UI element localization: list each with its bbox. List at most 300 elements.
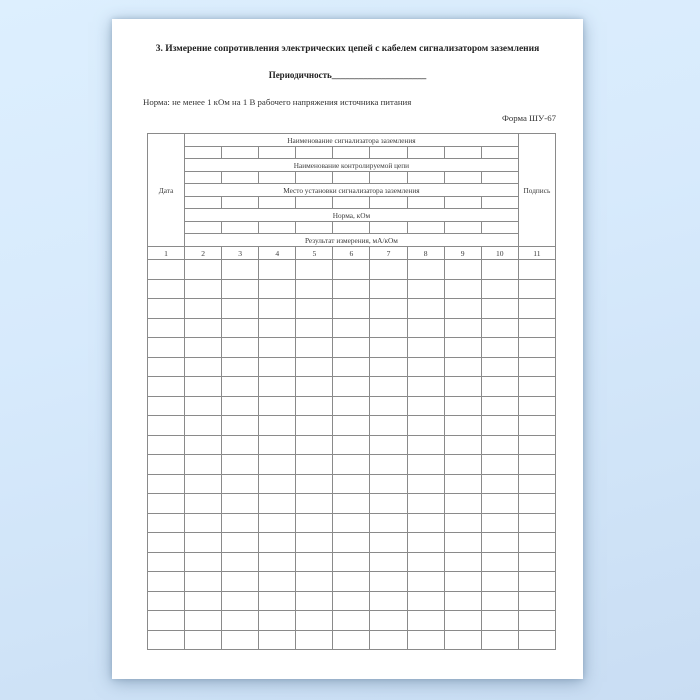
data-cell	[518, 455, 555, 475]
header-input-cell	[296, 172, 333, 184]
header-input-cell	[259, 147, 296, 159]
data-cell	[407, 416, 444, 436]
header-input-cell	[222, 172, 259, 184]
data-cell	[518, 357, 555, 377]
header-input-cell	[222, 222, 259, 234]
data-cell	[407, 318, 444, 338]
header-input-cell	[370, 147, 407, 159]
data-cell	[148, 474, 185, 494]
header-row	[148, 209, 556, 222]
data-cell	[296, 630, 333, 650]
table-row	[148, 416, 556, 436]
data-cell	[518, 299, 555, 319]
data-cell	[259, 513, 296, 533]
data-cell	[481, 318, 518, 338]
data-cell	[185, 572, 222, 592]
data-cell	[444, 416, 481, 436]
data-cell	[370, 299, 407, 319]
data-cell	[370, 552, 407, 572]
data-cell	[296, 552, 333, 572]
data-cell	[407, 260, 444, 280]
header-input-cell	[481, 222, 518, 234]
data-cell	[481, 299, 518, 319]
data-cell	[333, 435, 370, 455]
data-cell	[296, 260, 333, 280]
column-number-cell: 3	[222, 247, 259, 260]
table-row	[148, 572, 556, 592]
data-cell	[370, 494, 407, 514]
data-cell	[259, 455, 296, 475]
data-cell	[333, 260, 370, 280]
data-cell	[407, 396, 444, 416]
data-cell	[148, 260, 185, 280]
header-row	[148, 184, 556, 197]
header-input-cell	[333, 197, 370, 209]
column-number-cell: 8	[407, 247, 444, 260]
data-cell	[148, 318, 185, 338]
column-number-cell: 9	[444, 247, 481, 260]
header-input-cell	[481, 147, 518, 159]
section-label: Наименование контролируемой цепи	[185, 159, 519, 172]
data-cell	[296, 494, 333, 514]
data-cell	[518, 533, 555, 553]
table-body	[148, 260, 556, 650]
data-cell	[185, 552, 222, 572]
data-cell	[259, 552, 296, 572]
data-cell	[148, 377, 185, 397]
header-input-cell	[296, 222, 333, 234]
data-cell	[518, 318, 555, 338]
table-row	[148, 377, 556, 397]
data-cell	[444, 377, 481, 397]
data-cell	[370, 357, 407, 377]
data-cell	[444, 435, 481, 455]
periodicity-label: Периодичность	[268, 70, 332, 80]
data-cell	[370, 572, 407, 592]
data-cell	[370, 474, 407, 494]
data-cell	[444, 338, 481, 358]
table-row	[148, 474, 556, 494]
data-cell	[481, 474, 518, 494]
data-cell	[296, 572, 333, 592]
data-cell	[518, 377, 555, 397]
data-cell	[518, 611, 555, 631]
data-cell	[222, 611, 259, 631]
data-cell	[444, 533, 481, 553]
data-cell	[333, 611, 370, 631]
data-cell	[370, 377, 407, 397]
data-cell	[185, 318, 222, 338]
data-cell	[481, 455, 518, 475]
data-cell	[259, 494, 296, 514]
table-row	[148, 494, 556, 514]
data-cell	[185, 396, 222, 416]
table-row	[148, 611, 556, 631]
data-cell	[296, 318, 333, 338]
data-cell	[370, 455, 407, 475]
data-cell	[333, 474, 370, 494]
data-cell	[333, 416, 370, 436]
header-input-cell	[222, 197, 259, 209]
header-input-cell	[185, 197, 222, 209]
data-cell	[444, 260, 481, 280]
data-cell	[222, 552, 259, 572]
header-input-cell	[222, 147, 259, 159]
column-number-cell: 6	[333, 247, 370, 260]
header-input-cell	[296, 147, 333, 159]
data-cell	[148, 513, 185, 533]
data-cell	[222, 591, 259, 611]
data-cell	[481, 513, 518, 533]
data-cell	[296, 435, 333, 455]
data-cell	[407, 552, 444, 572]
header-input-cell	[370, 222, 407, 234]
date-column-header: Дата	[148, 134, 185, 247]
data-cell	[185, 416, 222, 436]
data-cell	[518, 474, 555, 494]
data-cell	[518, 630, 555, 650]
data-cell	[333, 552, 370, 572]
column-number-cell: 7	[370, 247, 407, 260]
data-cell	[518, 513, 555, 533]
header-input-cell	[259, 197, 296, 209]
table-row	[148, 318, 556, 338]
data-cell	[333, 299, 370, 319]
header-row	[148, 234, 556, 247]
data-cell	[370, 611, 407, 631]
table-row	[148, 299, 556, 319]
table-row	[148, 396, 556, 416]
data-cell	[222, 377, 259, 397]
table-row	[148, 552, 556, 572]
data-cell	[296, 533, 333, 553]
header-input-cell	[444, 172, 481, 184]
data-cell	[518, 494, 555, 514]
data-cell	[481, 338, 518, 358]
data-cell	[296, 377, 333, 397]
data-cell	[444, 591, 481, 611]
section-label: Норма, кОм	[185, 209, 519, 222]
data-cell	[296, 474, 333, 494]
data-cell	[407, 591, 444, 611]
header-input-cell	[333, 222, 370, 234]
data-cell	[370, 591, 407, 611]
data-cell	[222, 494, 259, 514]
data-cell	[185, 494, 222, 514]
data-cell	[333, 572, 370, 592]
data-cell	[518, 338, 555, 358]
data-cell	[222, 338, 259, 358]
periodicity-line	[112, 70, 583, 80]
data-cell	[185, 533, 222, 553]
data-cell	[481, 396, 518, 416]
data-cell	[185, 611, 222, 631]
header-input-cell	[259, 172, 296, 184]
data-cell	[296, 416, 333, 436]
data-cell	[518, 416, 555, 436]
data-cell	[444, 494, 481, 514]
data-cell	[481, 611, 518, 631]
data-cell	[148, 338, 185, 358]
data-cell	[259, 533, 296, 553]
table-row	[148, 591, 556, 611]
data-cell	[370, 513, 407, 533]
data-cell	[333, 494, 370, 514]
data-cell	[481, 630, 518, 650]
data-cell	[148, 455, 185, 475]
header-input-cell	[333, 147, 370, 159]
header-input-row	[148, 172, 556, 184]
data-cell	[296, 455, 333, 475]
data-cell	[407, 630, 444, 650]
data-cell	[185, 435, 222, 455]
data-cell	[444, 396, 481, 416]
data-cell	[370, 338, 407, 358]
data-cell	[444, 513, 481, 533]
table-row	[148, 513, 556, 533]
form-title: 3. Измерение сопротивления электрических цепей с кабелем сигнализатором заземления	[155, 44, 540, 54]
data-cell	[148, 533, 185, 553]
header-input-cell	[407, 147, 444, 159]
data-cell	[222, 357, 259, 377]
header-input-cell	[296, 197, 333, 209]
data-cell	[333, 513, 370, 533]
data-cell	[259, 416, 296, 436]
header-input-cell	[185, 147, 222, 159]
header-input-cell	[370, 197, 407, 209]
data-cell	[333, 338, 370, 358]
data-cell	[296, 338, 333, 358]
data-cell	[222, 435, 259, 455]
section-label: Наименование сигнализатора заземления	[185, 134, 519, 147]
data-cell	[185, 591, 222, 611]
data-cell	[333, 591, 370, 611]
data-cell	[259, 591, 296, 611]
header-input-cell	[481, 172, 518, 184]
data-cell	[259, 611, 296, 631]
header-row	[148, 134, 556, 147]
data-cell	[481, 494, 518, 514]
header-input-cell	[370, 172, 407, 184]
data-cell	[185, 279, 222, 299]
data-cell	[407, 299, 444, 319]
header-input-cell	[185, 222, 222, 234]
data-cell	[407, 533, 444, 553]
data-cell	[518, 260, 555, 280]
data-cell	[333, 630, 370, 650]
data-cell	[407, 357, 444, 377]
data-cell	[370, 630, 407, 650]
header-input-row	[148, 197, 556, 209]
data-cell	[296, 611, 333, 631]
data-cell	[370, 279, 407, 299]
table-row	[148, 338, 556, 358]
data-cell	[407, 435, 444, 455]
table-row	[148, 533, 556, 553]
periodicity-blank: _____________________	[331, 70, 427, 80]
data-cell	[444, 279, 481, 299]
form-page	[112, 19, 583, 679]
data-cell	[222, 279, 259, 299]
data-cell	[259, 396, 296, 416]
table-row	[148, 630, 556, 650]
data-cell	[407, 513, 444, 533]
data-cell	[259, 630, 296, 650]
column-number-row	[148, 247, 556, 260]
data-cell	[370, 533, 407, 553]
data-cell	[259, 260, 296, 280]
data-cell	[185, 455, 222, 475]
data-cell	[481, 377, 518, 397]
header-input-cell	[407, 172, 444, 184]
data-cell	[222, 299, 259, 319]
data-cell	[185, 474, 222, 494]
data-cell	[518, 572, 555, 592]
data-cell	[259, 299, 296, 319]
data-cell	[518, 591, 555, 611]
data-cell	[333, 396, 370, 416]
header-input-row	[148, 222, 556, 234]
data-cell	[148, 591, 185, 611]
data-cell	[481, 572, 518, 592]
data-cell	[444, 474, 481, 494]
data-cell	[148, 279, 185, 299]
data-cell	[259, 435, 296, 455]
data-cell	[333, 279, 370, 299]
header-input-cell	[444, 147, 481, 159]
table-row	[148, 455, 556, 475]
data-cell	[481, 435, 518, 455]
data-cell	[185, 357, 222, 377]
data-cell	[444, 572, 481, 592]
data-cell	[185, 377, 222, 397]
data-cell	[407, 494, 444, 514]
data-cell	[370, 435, 407, 455]
data-cell	[444, 299, 481, 319]
data-cell	[333, 318, 370, 338]
data-cell	[222, 572, 259, 592]
data-cell	[370, 416, 407, 436]
data-cell	[296, 591, 333, 611]
data-cell	[481, 591, 518, 611]
header-input-cell	[185, 172, 222, 184]
data-cell	[481, 552, 518, 572]
data-cell	[518, 552, 555, 572]
data-cell	[296, 357, 333, 377]
data-cell	[518, 396, 555, 416]
data-cell	[185, 338, 222, 358]
header-input-cell	[259, 222, 296, 234]
data-cell	[407, 474, 444, 494]
data-cell	[333, 357, 370, 377]
data-cell	[222, 513, 259, 533]
data-cell	[148, 416, 185, 436]
data-cell	[222, 533, 259, 553]
data-cell	[407, 455, 444, 475]
signature-column-header: Подпись	[518, 134, 555, 247]
norm-line: Норма: не менее 1 кОм на 1 В рабочего напряжения источника питания	[143, 97, 412, 107]
data-cell	[370, 260, 407, 280]
data-cell	[222, 455, 259, 475]
column-number-cell: 1	[148, 247, 185, 260]
data-cell	[407, 572, 444, 592]
measurement-table	[147, 133, 556, 650]
data-cell	[444, 552, 481, 572]
header-input-row	[148, 147, 556, 159]
column-number-cell: 11	[518, 247, 555, 260]
data-cell	[407, 279, 444, 299]
section-label: Результат измерения, мА/кОм	[185, 234, 519, 247]
header-input-cell	[407, 222, 444, 234]
data-cell	[185, 299, 222, 319]
table-row	[148, 357, 556, 377]
data-cell	[370, 396, 407, 416]
form-code: Форма ШУ-67	[501, 113, 556, 123]
data-cell	[444, 357, 481, 377]
data-cell	[481, 416, 518, 436]
data-cell	[185, 513, 222, 533]
column-number-cell: 4	[259, 247, 296, 260]
header-input-cell	[407, 197, 444, 209]
data-cell	[222, 474, 259, 494]
data-cell	[481, 260, 518, 280]
data-cell	[148, 494, 185, 514]
data-cell	[444, 455, 481, 475]
data-cell	[222, 630, 259, 650]
data-cell	[148, 630, 185, 650]
data-cell	[259, 572, 296, 592]
data-cell	[370, 318, 407, 338]
data-cell	[333, 455, 370, 475]
header-input-cell	[444, 222, 481, 234]
data-cell	[296, 279, 333, 299]
table-row	[148, 435, 556, 455]
data-cell	[222, 396, 259, 416]
header-row	[148, 159, 556, 172]
data-cell	[481, 279, 518, 299]
data-cell	[444, 611, 481, 631]
data-cell	[296, 396, 333, 416]
section-label: Место установки сигнализатора заземления	[185, 184, 519, 197]
data-cell	[259, 474, 296, 494]
data-cell	[259, 318, 296, 338]
data-cell	[481, 357, 518, 377]
data-cell	[148, 611, 185, 631]
data-cell	[333, 377, 370, 397]
data-cell	[222, 416, 259, 436]
header-input-cell	[333, 172, 370, 184]
data-cell	[148, 435, 185, 455]
table-row	[148, 260, 556, 280]
table-row	[148, 279, 556, 299]
data-cell	[407, 338, 444, 358]
data-cell	[296, 299, 333, 319]
header-input-cell	[481, 197, 518, 209]
data-cell	[296, 513, 333, 533]
data-cell	[259, 357, 296, 377]
column-number-cell: 5	[296, 247, 333, 260]
data-cell	[222, 318, 259, 338]
data-cell	[148, 357, 185, 377]
data-cell	[259, 338, 296, 358]
data-cell	[481, 533, 518, 553]
data-cell	[148, 299, 185, 319]
data-cell	[148, 396, 185, 416]
data-cell	[259, 377, 296, 397]
column-number-cell: 2	[185, 247, 222, 260]
data-cell	[185, 260, 222, 280]
data-cell	[518, 279, 555, 299]
